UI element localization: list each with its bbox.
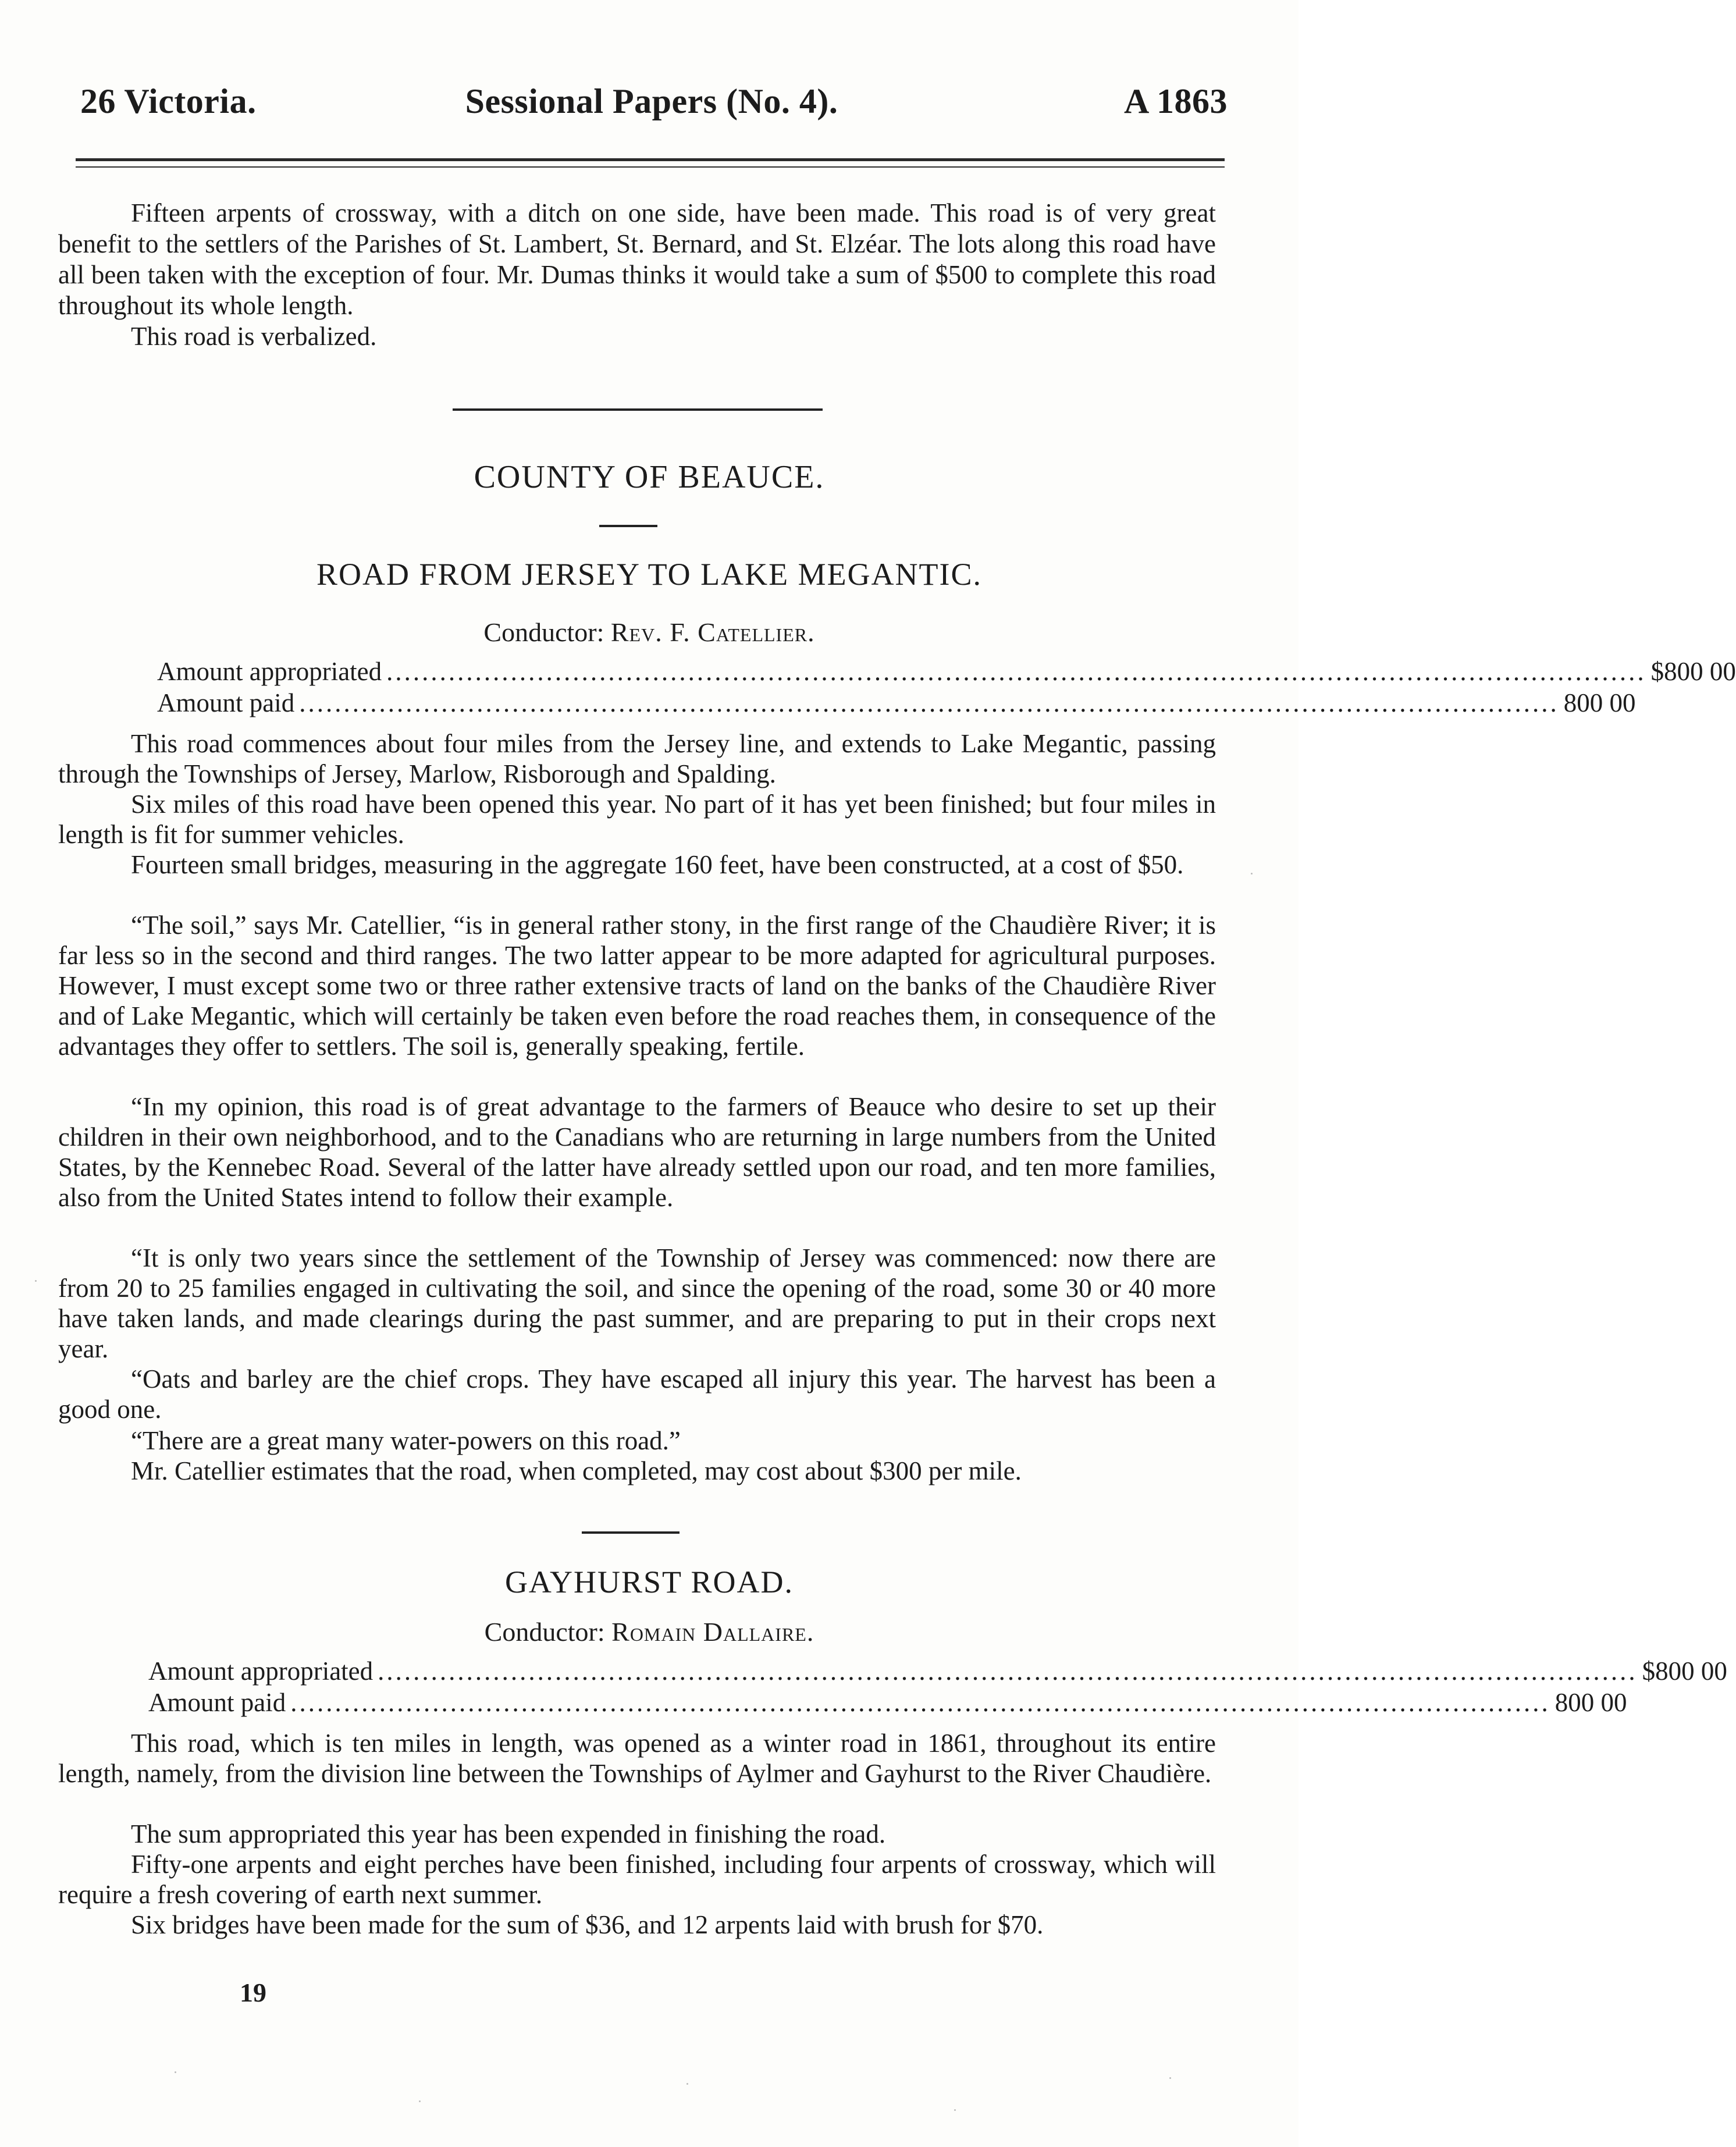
short-divider [599, 525, 657, 527]
conductor-name: Rev. F. Catellier. [610, 617, 815, 647]
amount-value: 800 00 [1563, 688, 1636, 717]
amount-label: Amount paid [148, 1688, 286, 1717]
leader-dots: .............................................................................................................................................. [290, 1688, 1550, 1717]
body-paragraph: Six miles of this road have been opened this year. No part of it has yet been finished; but four miles in length is fit for summer vehicles. [58, 790, 1216, 849]
road-title-jersey: ROAD FROM JERSEY TO LAKE MEGANTIC. [316, 557, 983, 592]
body-paragraph: The sum appropriated this year has been expended in finishing the road. [131, 1819, 886, 1849]
leader-dots: .............................................................................................................................................. [378, 1657, 1638, 1686]
header-rule-thin [76, 166, 1225, 168]
leader-dots: .............................................................................................................................................. [386, 657, 1646, 686]
body-paragraph: “In my opinion, this road is of great advantage to the farmers of Beauce who desire to set up their children in their own neighborhood, and to the Canadians who are returning in large numbers from the United States, by the Kennebec Road. Several of the latter have already settled upon our road, and ten more families, also from the United States intend to follow their example. [58, 1092, 1216, 1212]
header-session: 26 Victoria. [80, 82, 257, 120]
body-paragraph: “The soil,” says Mr. Catellier, “is in general rather stony, in the first range of the Chaudière River; it is far less so in the second and third ranges. The two latter appear to be more adapted for agricultural purposes. However, I must except some two or three rather extensive tracts of land on the banks of the Chaudière River and of Lake Megantic, which will certainly be taken even before the road reaches them, in consequence of the advantages they offer to settlers. The soil is, generally speaking, fertile. [58, 911, 1216, 1061]
amount-value: $800 00 [1642, 1657, 1727, 1686]
body-paragraph: Fourteen small bridges, measuring in the aggregate 160 feet, have been constructed, at a cost of $50. [131, 850, 1184, 879]
header-rule-thick [76, 158, 1225, 161]
running-header [76, 81, 1228, 128]
county-heading: COUNTY OF BEAUCE. [474, 459, 825, 495]
page-number: 19 [240, 1978, 266, 2007]
amount-value: $800 00 [1650, 657, 1736, 686]
body-paragraph: Mr. Catellier estimates that the road, when completed, may cost about $300 per mile. [131, 1456, 1022, 1485]
intro-verbalized: This road is verbalized. [131, 322, 377, 351]
section-divider [453, 408, 823, 411]
body-paragraph: “It is only two years since the settlement of the Township of Jersey was commenced: now there are from 20 to 25 families engaged in cultivating the soil, and since the opening of the road, some 30 or 40 more have taken lands, and made clearings during the past summer, and are preparing to put in their crops next year. [58, 1243, 1216, 1363]
conductor-label: Conductor: [484, 1617, 605, 1647]
short-divider [582, 1531, 680, 1534]
body-paragraph: “Oats and barley are the chief crops. They have escaped all injury this year. The harvest has been a good one. [58, 1364, 1216, 1424]
amount-paid-row [148, 1687, 1627, 1719]
body-paragraph: This road, which is ten miles in length, was opened as a winter road in 1861, throughout its entire length, namely, from the division line between the Townships of Aylmer and Gayhurst to the River Chaudière. [58, 1729, 1216, 1788]
amount-value: 800 00 [1554, 1688, 1627, 1717]
body-paragraph: Six bridges have been made for the sum of $36, and 12 arpents laid with brush for $70. [131, 1910, 1044, 1939]
body-paragraph: This road commences about four miles from the Jersey line, and extends to Lake Megantic, passing through the Townships of Jersey, Marlow, Risborough and Spalding. [58, 729, 1216, 788]
conductor-line [0, 617, 1299, 648]
conductor-label: Conductor: [483, 617, 604, 647]
body-paragraph: Fifty-one arpents and eight perches have been finished, including four arpents of crossway, which will require a fresh covering of earth next summer. [58, 1850, 1216, 1909]
amount-appropriated-row [157, 656, 1736, 688]
amount-label: Amount appropriated [157, 657, 382, 686]
leader-dots: .............................................................................................................................................. [299, 688, 1559, 717]
header-year: A 1863 [1123, 82, 1228, 120]
header-title: Sessional Papers (No. 4). [465, 82, 838, 120]
amount-label: Amount paid [157, 688, 295, 717]
amount-appropriated-row [148, 1656, 1727, 1687]
road-title-gayhurst: GAYHURST ROAD. [504, 1565, 794, 1599]
conductor-name: Romain Dallaire. [611, 1617, 814, 1647]
amount-label: Amount appropriated [148, 1657, 373, 1686]
body-paragraph: “There are a great many water-powers on this road.” [131, 1426, 681, 1455]
conductor-line [0, 1616, 1299, 1647]
intro-paragraph: Fifteen arpents of crossway, with a ditch on one side, have been made. This road is of very great benefit to the settlers of the Parishes of St. Lambert, St. Bernard, and St. Elzéar. The lots along this road have all been taken with the exception of four. Mr. Dumas thinks it would take a sum of $500 to complete this road throughout its whole length. [58, 198, 1216, 320]
amount-paid-row [157, 688, 1636, 719]
